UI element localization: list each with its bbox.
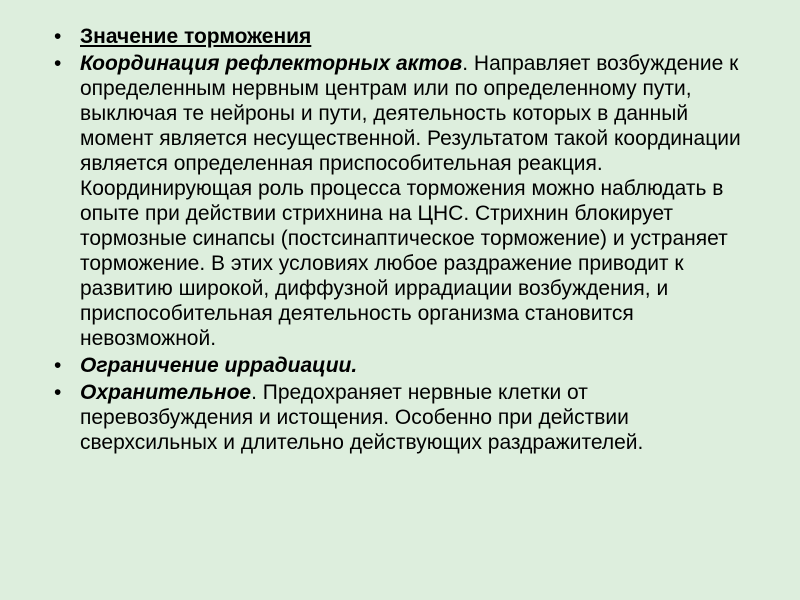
text-coordination: . Направляет возбуждение к определенным нервным центрам или по определенному пути, выключая те нейроны и пути, деятельность которых в данный момент является несущественной. Результатом такой координации является определенная приспособительная реакция. Координирующая роль процесса торможения можно наблюдать в опыте при действии стрихнина на ЦНС. Стрихнин блокирует тормозные синапсы (постсинаптическое торможение) и устраняет торможение. В этих условиях любое раздражение приводит к развитию широкой, диффузной иррадиации возбуждения, и приспособительная деятельность организма становится невозможной. [80,52,741,350]
bullet-icon: • [54,381,62,404]
text-irradiation: . [351,354,358,377]
list-item-heading [54,24,760,49]
term-irradiation: Ограничение иррадиации [80,354,352,377]
list-item-coordination [54,51,760,351]
term-protective: Охранительное [80,381,252,404]
bullet-icon: • [54,52,62,75]
bullet-list [54,24,760,455]
term-coordination: Координация рефлекторных актов [80,52,463,75]
bullet-icon: • [54,25,62,48]
list-item-protective [54,380,760,455]
list-item-irradiation [54,353,760,378]
bullet-icon: • [54,354,62,377]
slide-heading: Значение торможения [80,25,312,48]
text-protective: . Предохраняет нервные клетки от перевозбуждения и истощения. Особенно при действии сверхсильных и длительно действующих раздражителей. [80,381,644,454]
